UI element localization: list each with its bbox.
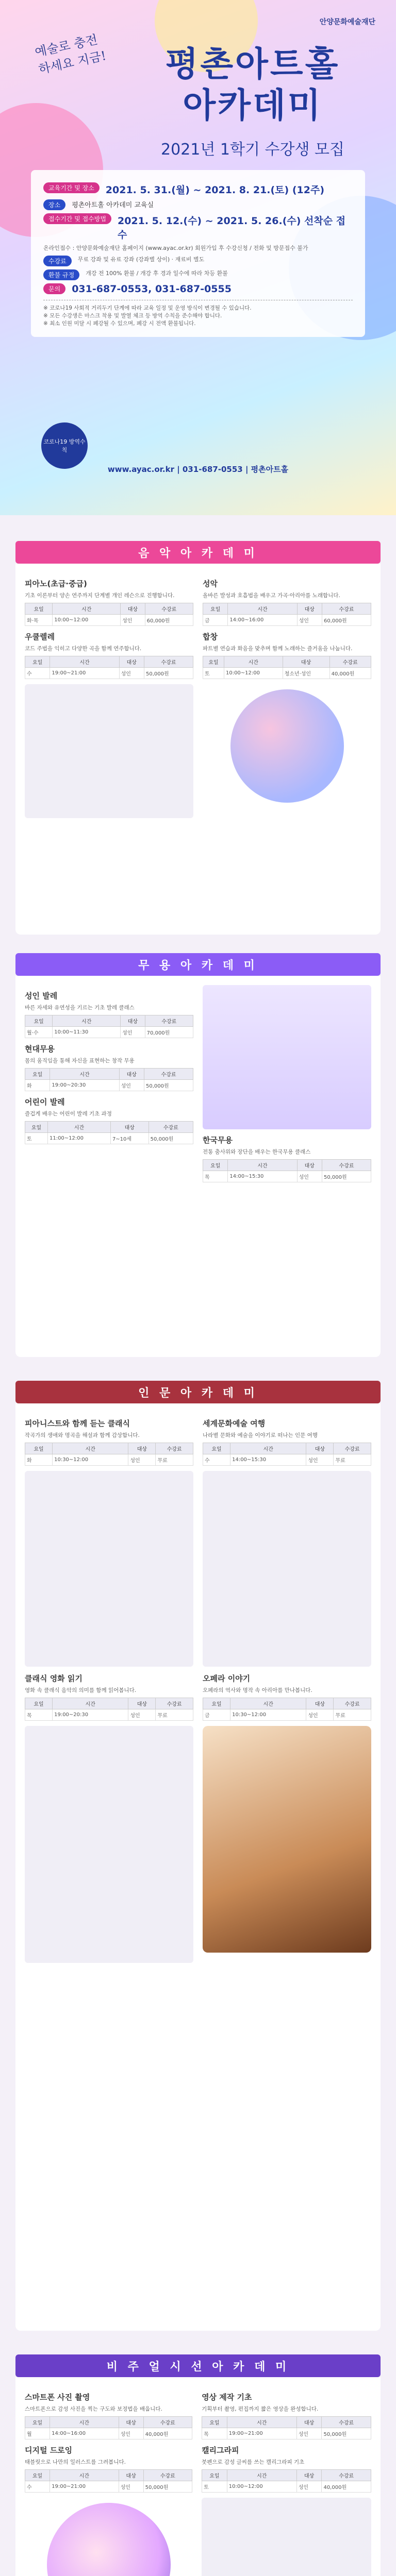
class-title: 성악 bbox=[203, 579, 218, 588]
place-row bbox=[43, 199, 353, 210]
cell-fee: 무료 bbox=[334, 1454, 371, 1466]
th-fee: 수강료 bbox=[334, 1698, 371, 1709]
class-desc: 올바른 발성과 호흡법을 배우고 가곡·아리아를 노래합니다. bbox=[203, 592, 340, 599]
th-fee: 수강료 bbox=[144, 1069, 193, 1080]
music-heading: 음 악 아 카 데 미 bbox=[15, 541, 381, 564]
fee-row bbox=[43, 256, 353, 266]
class-table bbox=[203, 603, 371, 626]
th-day: 요일 bbox=[25, 1015, 53, 1027]
class-desc: 파트별 연습과 화음을 맞추며 함께 노래하는 즐거움을 나눕니다. bbox=[203, 646, 353, 652]
cell-day: 목 bbox=[203, 1171, 228, 1182]
th-target: 대상 bbox=[306, 1443, 334, 1454]
cell-fee: 무료 bbox=[156, 1709, 193, 1721]
info-box bbox=[31, 170, 365, 337]
class-desc: 코드 주법을 익히고 다양한 곡을 함께 연주합니다. bbox=[25, 646, 142, 652]
class-table bbox=[25, 1443, 193, 1466]
th-target: 대상 bbox=[297, 1160, 322, 1171]
class-table bbox=[202, 2469, 371, 2493]
humanities-schedule-block bbox=[25, 1726, 193, 1963]
cell-fee: 40,000원 bbox=[329, 668, 371, 679]
th-fee: 수강료 bbox=[145, 603, 193, 615]
place-value: 평촌아트홀 아카데미 교육실 bbox=[72, 201, 154, 209]
humanities-schedule-block bbox=[203, 1471, 371, 1667]
class-title: 스마트폰 사진 촬영 bbox=[25, 2393, 90, 2402]
period-row bbox=[43, 182, 353, 196]
class-desc: 기초 이론부터 양손 연주까지 단계별 개인 레슨으로 진행합니다. bbox=[25, 592, 175, 599]
apply-period: 2021. 5. 12.(수) ~ 2021. 5. 26.(수) 선착순 접수 bbox=[117, 215, 346, 241]
cell-fee: 50,000원 bbox=[144, 1080, 193, 1091]
class-title: 한국무용 bbox=[203, 1136, 233, 1145]
notice-box bbox=[43, 300, 353, 328]
th-day: 요일 bbox=[203, 656, 224, 668]
music-columns bbox=[25, 573, 371, 818]
cell-target: 성인 bbox=[119, 668, 144, 679]
notice-item: ※ 코로나19 사회적 거리두기 단계에 따라 교육 일정 및 운영 방식이 변경될 수 있습니다. bbox=[43, 305, 252, 311]
music-photo bbox=[25, 684, 193, 818]
th-target: 대상 bbox=[121, 603, 145, 615]
visual-columns bbox=[25, 2386, 371, 2576]
th-fee: 수강료 bbox=[334, 1443, 371, 1454]
th-fee: 수강료 bbox=[156, 1443, 193, 1454]
cell-time: 14:00~15:30 bbox=[228, 1171, 297, 1182]
class-title: 합창 bbox=[203, 632, 218, 641]
cell-fee: 50,000원 bbox=[143, 2481, 192, 2493]
th-fee: 수강료 bbox=[322, 2417, 371, 2428]
cell-fee: 무료 bbox=[334, 1709, 371, 1721]
cell-target: 청소년·성인 bbox=[283, 668, 329, 679]
title-line-2: 아카데미 bbox=[183, 86, 323, 125]
class-table bbox=[25, 2469, 192, 2493]
cell-target: 성인 bbox=[119, 1080, 144, 1091]
visual-body bbox=[15, 2377, 381, 2576]
th-time: 시간 bbox=[227, 2470, 296, 2481]
th-target: 대상 bbox=[119, 1069, 144, 1080]
class-desc: 오페라의 역사와 명작 속 아리아를 만나봅니다. bbox=[203, 1687, 312, 1693]
dance-heading: 무 용 아 카 데 미 bbox=[15, 953, 381, 976]
cell-time: 19:00~21:00 bbox=[50, 2481, 119, 2493]
cello-illustration bbox=[203, 1726, 371, 1953]
apply-desc: 온라인접수 : 안양문화예술재단 홈페이지 (www.ayac.or.kr) 회원가입 후 수강신청 / 전화 및 방문접수 불가 bbox=[43, 245, 308, 251]
class-table bbox=[25, 1698, 193, 1721]
cell-time: 10:30~12:00 bbox=[230, 1709, 306, 1721]
class-table bbox=[203, 656, 371, 679]
org-name: 안양문화예술재단 bbox=[319, 18, 375, 26]
th-day: 요일 bbox=[25, 656, 50, 668]
fee-label: 수강료 bbox=[43, 256, 72, 266]
cell-time: 14:00~16:00 bbox=[228, 615, 297, 626]
cell-day: 수 bbox=[25, 668, 50, 679]
th-fee: 수강료 bbox=[143, 2417, 192, 2428]
visual-col-right bbox=[202, 2386, 371, 2576]
th-target: 대상 bbox=[296, 2417, 322, 2428]
period-label: 교육기간 및 장소 bbox=[43, 182, 100, 193]
music-col-left bbox=[25, 573, 193, 818]
refund-row bbox=[43, 269, 353, 280]
class-table bbox=[202, 2416, 371, 2439]
th-day: 요일 bbox=[203, 1698, 230, 1709]
cell-day: 수 bbox=[203, 1454, 230, 1466]
cell-time: 19:00~20:30 bbox=[50, 1080, 119, 1091]
dance-body bbox=[15, 976, 381, 1357]
cell-target: 성인 bbox=[121, 1027, 145, 1038]
cell-target: 7~10세 bbox=[110, 1133, 148, 1144]
class-table bbox=[25, 1068, 193, 1091]
cell-target: 성인 bbox=[296, 2481, 322, 2493]
th-time: 시간 bbox=[228, 1160, 297, 1171]
cell-fee: 60,000원 bbox=[322, 615, 371, 626]
cell-fee: 70,000원 bbox=[145, 1027, 193, 1038]
inquiry-value: 031-687-0553, 031-687-0555 bbox=[72, 283, 232, 295]
class-desc: 작곡가의 생애와 명곡을 해설과 함께 감상합니다. bbox=[25, 1432, 140, 1438]
cell-time: 14:00~15:30 bbox=[230, 1454, 306, 1466]
class-table bbox=[25, 2416, 192, 2439]
cell-time: 19:00~20:30 bbox=[53, 1709, 128, 1721]
music-illustration bbox=[230, 689, 344, 803]
th-time: 시간 bbox=[227, 2417, 296, 2428]
th-fee: 수강료 bbox=[148, 1122, 193, 1133]
class-title: 피아노(초급·중급) bbox=[25, 579, 87, 588]
th-day: 요일 bbox=[202, 2417, 227, 2428]
cell-fee: 60,000원 bbox=[145, 615, 193, 626]
th-day: 요일 bbox=[203, 1443, 230, 1454]
class-desc: 붓펜으로 감성 글씨를 쓰는 캘리그라피 기초 bbox=[202, 2459, 305, 2465]
th-time: 시간 bbox=[53, 1698, 128, 1709]
cell-fee: 50,000원 bbox=[322, 2428, 371, 2439]
cell-target: 성인 bbox=[128, 1709, 156, 1721]
cell-time: 19:00~21:00 bbox=[227, 2428, 296, 2439]
class-title: 클래식 영화 읽기 bbox=[25, 1674, 82, 1683]
th-fee: 수강료 bbox=[143, 2470, 192, 2481]
cell-day: 목 bbox=[202, 2428, 227, 2439]
th-day: 요일 bbox=[25, 2417, 50, 2428]
th-day: 요일 bbox=[202, 2470, 227, 2481]
ballet-photo bbox=[203, 985, 371, 1129]
class-table bbox=[203, 1698, 371, 1721]
cell-target: 성인 bbox=[306, 1709, 334, 1721]
visual-col-left bbox=[25, 2386, 192, 2576]
page-title bbox=[129, 44, 376, 126]
class-title: 영상 제작 기초 bbox=[202, 2393, 252, 2402]
cell-time: 10:00~12:00 bbox=[224, 668, 283, 679]
cell-day: 화 bbox=[25, 1080, 50, 1091]
cell-time: 10:00~12:00 bbox=[227, 2481, 296, 2493]
th-time: 시간 bbox=[50, 1069, 119, 1080]
class-desc: 전통 춤사위와 장단을 배우는 한국무용 클래스 bbox=[203, 1149, 311, 1155]
dance-columns bbox=[25, 985, 371, 1188]
cell-time: 19:00~21:00 bbox=[50, 668, 119, 679]
music-body bbox=[15, 564, 381, 935]
th-day: 요일 bbox=[25, 1069, 50, 1080]
humanities-columns bbox=[25, 1413, 371, 1963]
th-target: 대상 bbox=[119, 656, 144, 668]
apply-row bbox=[43, 213, 353, 241]
th-target: 대상 bbox=[283, 656, 329, 668]
humanities-body bbox=[15, 1403, 381, 2331]
th-time: 시간 bbox=[50, 656, 119, 668]
th-time: 시간 bbox=[53, 603, 121, 615]
fee-desc: 무료 강좌 및 유료 강좌 (강좌별 상이) · 재료비 별도 bbox=[77, 256, 205, 263]
apply-label: 접수기간 및 접수방법 bbox=[43, 213, 111, 224]
th-day: 요일 bbox=[25, 1443, 53, 1454]
class-table bbox=[25, 1121, 193, 1144]
notice-item: ※ 모든 수강생은 마스크 착용 및 발열 체크 등 방역 수칙을 준수해야 합니다. bbox=[43, 313, 222, 319]
notice-item: ※ 최소 인원 미달 시 폐강될 수 있으며, 폐강 시 전액 환불됩니다. bbox=[43, 320, 196, 327]
cell-fee: 50,000원 bbox=[148, 1133, 193, 1144]
th-fee: 수강료 bbox=[329, 656, 371, 668]
dance-col-left bbox=[25, 985, 193, 1188]
inquiry-row bbox=[43, 283, 353, 295]
cell-day: 금 bbox=[203, 615, 228, 626]
refund-label: 환불 규정 bbox=[43, 269, 79, 280]
th-time: 시간 bbox=[224, 656, 283, 668]
page-subtitle: 2021년 1학기 수강생 모집 bbox=[161, 141, 344, 159]
class-desc: 스마트폰으로 감성 사진을 찍는 구도와 보정법을 배웁니다. bbox=[25, 2406, 162, 2412]
refund-desc: 개강 전 100% 환불 / 개강 후 경과 일수에 따라 차등 환불 bbox=[86, 270, 228, 277]
class-title: 오페라 이야기 bbox=[203, 1674, 251, 1683]
cell-day: 화 bbox=[25, 1454, 53, 1466]
cell-day: 토 bbox=[202, 2481, 227, 2493]
th-target: 대상 bbox=[128, 1698, 156, 1709]
cell-target: 성인 bbox=[119, 2428, 143, 2439]
th-fee: 수강료 bbox=[144, 656, 193, 668]
th-target: 대상 bbox=[297, 603, 322, 615]
hero-banner bbox=[0, 0, 396, 515]
music-section bbox=[15, 541, 381, 935]
th-time: 시간 bbox=[47, 1122, 110, 1133]
class-desc: 나라별 문화와 예술을 이야기로 떠나는 인문 여행 bbox=[203, 1432, 318, 1438]
cell-fee: 40,000원 bbox=[322, 2481, 371, 2493]
th-target: 대상 bbox=[110, 1122, 148, 1133]
class-table bbox=[203, 1443, 371, 1466]
th-target: 대상 bbox=[296, 2470, 322, 2481]
music-col-right bbox=[203, 573, 371, 818]
cell-fee: 50,000원 bbox=[144, 668, 193, 679]
th-time: 시간 bbox=[230, 1443, 306, 1454]
humanities-col-right bbox=[203, 1413, 371, 1963]
class-table bbox=[25, 603, 193, 626]
class-table bbox=[203, 1159, 371, 1182]
class-desc: 영화 속 클래식 음악의 의미를 함께 읽어봅니다. bbox=[25, 1687, 137, 1693]
th-target: 대상 bbox=[306, 1698, 334, 1709]
th-fee: 수강료 bbox=[322, 2470, 371, 2481]
cell-target: 성인 bbox=[306, 1454, 334, 1466]
cell-day: 토 bbox=[25, 1133, 48, 1144]
cell-day: 월·수 bbox=[25, 1027, 53, 1038]
cell-day: 월 bbox=[25, 2428, 50, 2439]
th-target: 대상 bbox=[128, 1443, 156, 1454]
cell-target: 성인 bbox=[121, 615, 145, 626]
inquiry-label: 문의 bbox=[43, 283, 65, 294]
cell-day: 화·목 bbox=[25, 615, 53, 626]
th-day: 요일 bbox=[25, 1698, 53, 1709]
class-table bbox=[25, 1015, 193, 1038]
cell-target: 성인 bbox=[128, 1454, 156, 1466]
slogan: 예술로 충전하세요 지금! bbox=[34, 32, 108, 77]
cell-target: 성인 bbox=[119, 2481, 143, 2493]
humanities-section bbox=[15, 1381, 381, 2331]
th-time: 시간 bbox=[230, 1698, 306, 1709]
th-target: 대상 bbox=[119, 2417, 143, 2428]
cell-day: 수 bbox=[25, 2481, 50, 2493]
apply-desc-row bbox=[43, 244, 353, 252]
cell-fee: 50,000원 bbox=[322, 1171, 371, 1182]
th-fee: 수강료 bbox=[156, 1698, 193, 1709]
visual-schedule-block bbox=[202, 2498, 371, 2576]
humanities-col-left bbox=[25, 1413, 193, 1963]
humanities-heading: 인 문 아 카 데 미 bbox=[15, 1381, 381, 1403]
class-title: 우쿨렐레 bbox=[25, 632, 55, 641]
cell-day: 목 bbox=[25, 1709, 53, 1721]
th-fee: 수강료 bbox=[322, 603, 371, 615]
th-day: 요일 bbox=[203, 603, 228, 615]
class-title: 어린이 발레 bbox=[25, 1097, 65, 1107]
th-day: 요일 bbox=[25, 2470, 50, 2481]
th-time: 시간 bbox=[228, 603, 297, 615]
th-day: 요일 bbox=[25, 603, 53, 615]
cell-target: 성인 bbox=[297, 615, 322, 626]
th-day: 요일 bbox=[25, 1122, 48, 1133]
dance-col-right bbox=[203, 985, 371, 1188]
th-target: 대상 bbox=[119, 2470, 143, 2481]
th-fee: 수강료 bbox=[322, 1160, 371, 1171]
class-title: 세계문화예술 여행 bbox=[203, 1419, 266, 1428]
class-desc: 태블릿으로 나만의 일러스트를 그려봅니다. bbox=[25, 2459, 126, 2465]
cell-time: 14:00~16:00 bbox=[50, 2428, 119, 2439]
class-desc: 바른 자세와 유연성을 기르는 기초 발레 클래스 bbox=[25, 1005, 135, 1011]
th-target: 대상 bbox=[121, 1015, 145, 1027]
humanities-schedule-block bbox=[25, 1471, 193, 1667]
th-fee: 수강료 bbox=[145, 1015, 193, 1027]
th-time: 시간 bbox=[53, 1443, 128, 1454]
class-title: 현대무용 bbox=[25, 1044, 55, 1054]
th-time: 시간 bbox=[50, 2417, 119, 2428]
cell-target: 성인 bbox=[296, 2428, 322, 2439]
th-day: 요일 bbox=[203, 1160, 228, 1171]
dance-section bbox=[15, 953, 381, 1357]
cell-target: 성인 bbox=[297, 1171, 322, 1182]
class-table bbox=[25, 656, 193, 679]
class-desc: 기획부터 촬영, 편집까지 짧은 영상을 완성합니다. bbox=[202, 2406, 319, 2412]
cell-time: 11:00~12:00 bbox=[47, 1133, 110, 1144]
hero-footer[interactable]: www.ayac.or.kr | 031-687-0553 | 평촌아트홀 bbox=[107, 465, 289, 474]
class-title: 캘리그라피 bbox=[202, 2446, 239, 2455]
th-time: 시간 bbox=[50, 2470, 119, 2481]
title-line-1: 평촌아트홀 bbox=[165, 44, 340, 84]
cell-time: 10:30~12:00 bbox=[53, 1454, 128, 1466]
cell-time: 10:00~12:00 bbox=[53, 615, 121, 626]
cell-fee: 무료 bbox=[156, 1454, 193, 1466]
class-title: 디지털 드로잉 bbox=[25, 2446, 73, 2455]
visual-heading: 비 주 얼 시 선 아 카 데 미 bbox=[15, 2354, 381, 2377]
camera-illustration bbox=[47, 2503, 171, 2576]
visual-section bbox=[15, 2354, 381, 2576]
class-title: 피아니스트와 함께 듣는 클래식 bbox=[25, 1419, 130, 1428]
cell-day: 토 bbox=[203, 668, 224, 679]
period-value: 2021. 5. 31.(월) ~ 2021. 8. 21.(토) (12주) bbox=[105, 184, 324, 196]
covid-badge: 코로나19 방역수칙 bbox=[41, 422, 88, 469]
class-desc: 즐겁게 배우는 어린이 발레 기초 과정 bbox=[25, 1111, 112, 1117]
th-time: 시간 bbox=[53, 1015, 121, 1027]
class-desc: 몸의 움직임을 통해 자신을 표현하는 창작 무용 bbox=[25, 1058, 135, 1064]
class-title: 성인 발레 bbox=[25, 991, 58, 1001]
place-label: 장소 bbox=[43, 199, 65, 210]
cell-fee: 40,000원 bbox=[143, 2428, 192, 2439]
cell-time: 10:00~11:30 bbox=[53, 1027, 121, 1038]
cell-day: 금 bbox=[203, 1709, 230, 1721]
